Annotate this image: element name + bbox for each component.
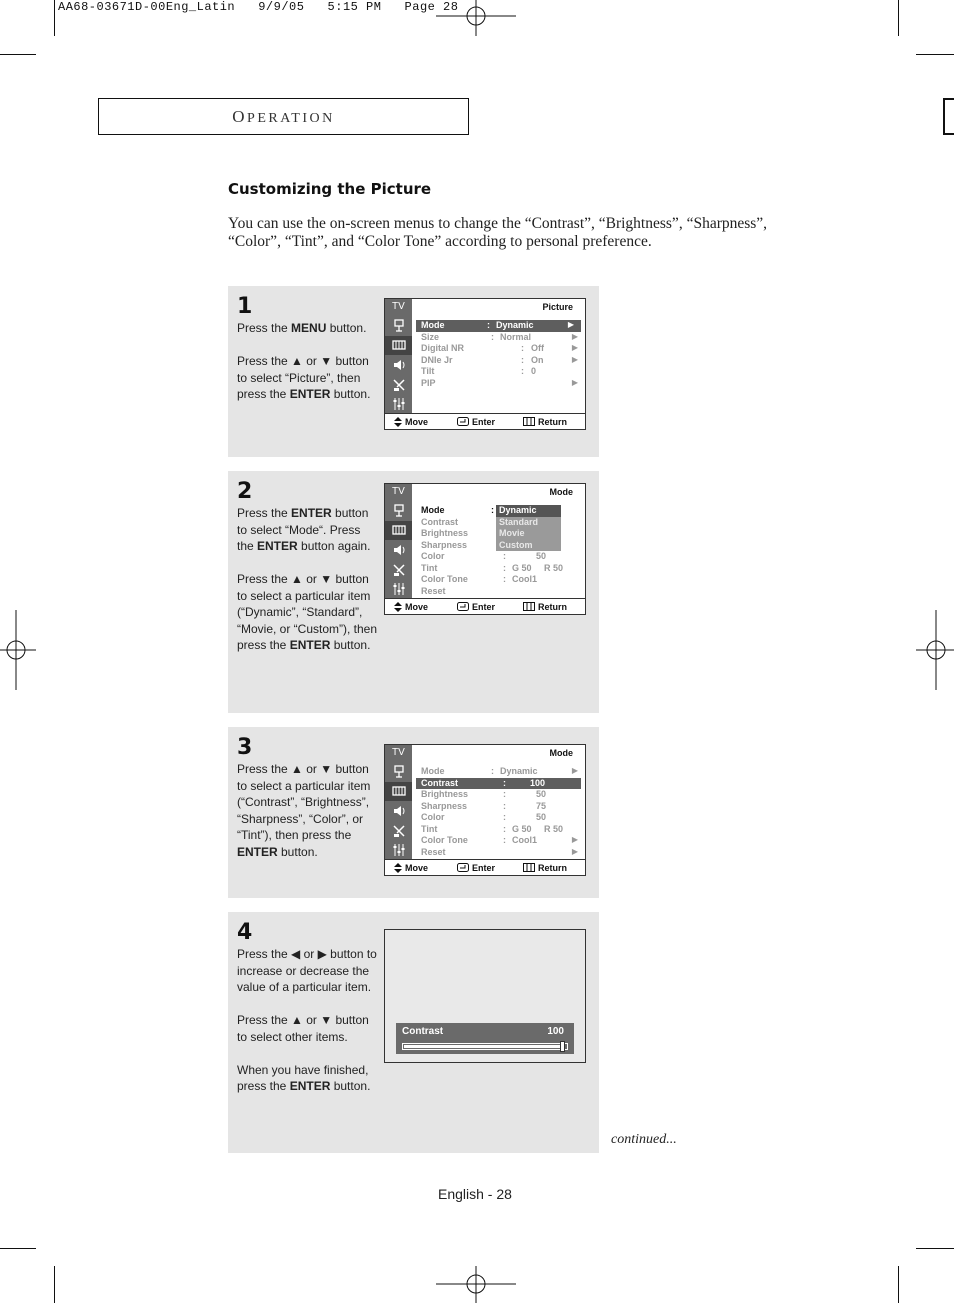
- enter-icon: [457, 602, 469, 611]
- setup-icon: [385, 840, 412, 860]
- page-heading: Customizing the Picture: [228, 180, 432, 198]
- registration-mark-icon: [916, 610, 954, 690]
- arrow-right-icon: ▶: [571, 343, 578, 352]
- setup-icon: [385, 579, 412, 599]
- menu-item-pip[interactable]: PIP ▶: [421, 377, 578, 388]
- instruction-paragraph: Press the ENTER button to select “Mode“. Press the ENTER button again.: [237, 506, 371, 553]
- registration-mark-icon: [436, 1266, 516, 1303]
- osd-menu-list: [412, 762, 585, 859]
- arrow-right-icon: ▶: [571, 766, 578, 775]
- arrow-right-icon: ▶: [571, 331, 578, 341]
- crop-mark: [54, 1266, 55, 1303]
- osd-tv-label: TV: [385, 745, 412, 762]
- osd-menu-mode: [384, 483, 586, 615]
- section-header: [98, 98, 469, 135]
- section-title-initial: O: [232, 106, 248, 126]
- menu-item-color[interactable]: Color : 50: [421, 551, 547, 561]
- return-icon: [523, 602, 535, 611]
- crop-mark: [0, 1248, 36, 1249]
- osd-sidebar: [385, 762, 412, 859]
- setup-icon: [385, 394, 412, 414]
- osd-footer: Move Enter Return: [385, 414, 585, 429]
- step-1-panel: [228, 286, 599, 457]
- menu-item-brightness[interactable]: Brightness : 50: [421, 789, 547, 799]
- osd-title: Mode: [549, 487, 573, 497]
- sound-icon: [385, 540, 412, 560]
- step-3-panel: [228, 727, 599, 898]
- crop-mark: [916, 1248, 954, 1249]
- step-instructions: [237, 761, 379, 877]
- section-title: [232, 107, 334, 127]
- instruction-paragraph: Press the ▲ or ▼ button to select other items.: [237, 1013, 369, 1044]
- menu-item-dnie-jr[interactable]: DNIe Jr : On ▶: [421, 354, 578, 365]
- instruction-paragraph: Press the MENU button.: [237, 321, 367, 335]
- channel-icon: [385, 560, 412, 580]
- crop-mark: [0, 54, 36, 55]
- arrow-right-icon: ▶: [571, 846, 578, 856]
- mode-dropdown[interactable]: [496, 505, 561, 551]
- osd-tv-label: TV: [385, 299, 412, 316]
- enter-icon: [457, 417, 469, 426]
- arrow-right-icon: ▶: [571, 835, 578, 844]
- slider-label: Contrast: [402, 1026, 444, 1037]
- input-icon: [385, 762, 412, 782]
- menu-item-mode[interactable]: Mode : Dynamic ▶: [421, 766, 578, 776]
- registration-mark-icon: [0, 610, 36, 690]
- intro-paragraph: You can use the on-screen menus to change the “Contrast”, “Brightness”, “Sharpness”, “Color”, “Tint”, and “Color Tone” according to personal preference.: [228, 215, 768, 250]
- continued-note: continued...: [611, 1132, 677, 1147]
- arrow-right-icon: ▶: [571, 377, 578, 387]
- menu-item-contrast[interactable]: Contrast: [421, 516, 459, 527]
- channel-icon: [385, 375, 412, 395]
- osd-footer: Move Enter Return: [385, 860, 585, 875]
- crop-mark: [54, 0, 55, 36]
- menu-item-color[interactable]: Color : 50: [421, 812, 547, 822]
- input-icon: [385, 316, 412, 336]
- menu-item-digital-nr[interactable]: Digital NR : Off ▶: [421, 343, 578, 353]
- menu-item-brightness[interactable]: Brightness: [421, 528, 469, 538]
- instruction-paragraph: Press the ▲ or ▼ button to select “Picture”, then press the ENTER button.: [237, 354, 371, 401]
- osd-menu-list: [412, 316, 585, 413]
- osd-footer: Move Enter Return: [385, 599, 585, 614]
- dropdown-option[interactable]: Custom: [499, 539, 533, 550]
- tv-screen-preview: [384, 929, 586, 1063]
- contrast-slider-panel: [396, 1023, 574, 1054]
- osd-sidebar: [385, 316, 412, 413]
- menu-item-reset[interactable]: Reset ▶: [421, 846, 578, 857]
- osd-menu-mode-detail: [384, 744, 586, 876]
- return-icon: [523, 417, 535, 426]
- dropdown-option[interactable]: Dynamic: [496, 505, 561, 517]
- menu-item-color-tone[interactable]: Color Tone : Cool1: [421, 574, 538, 584]
- osd-menu-picture: [384, 298, 586, 430]
- move-icon: [394, 417, 402, 427]
- page-number: English - 28: [438, 1186, 512, 1202]
- dropdown-option[interactable]: Movie: [499, 528, 525, 538]
- print-slug: AA68-03671D-00Eng_Latin 9/9/05 5:15 PM Page 28: [58, 0, 459, 14]
- menu-item-mode[interactable]: Mode :: [421, 505, 494, 515]
- picture-icon: [385, 521, 412, 541]
- instruction-paragraph: Press the ▲ or ▼ button to select a particular item (“Dynamic”, “Standard”, “Movie, or “Custom”), then press the ENTER button.: [237, 572, 378, 652]
- osd-title: Mode: [549, 748, 573, 758]
- step-2-panel: [228, 471, 599, 713]
- osd-sidebar: [385, 501, 412, 598]
- sound-icon: [385, 801, 412, 821]
- crop-mark: [898, 1266, 899, 1303]
- picture-icon: [385, 336, 412, 356]
- menu-item-mode[interactable]: Mode : Dynamic ▶: [416, 320, 581, 332]
- instruction-paragraph: Press the ◀ or ▶ button to increase or decrease the value of a particular item.: [237, 947, 377, 994]
- channel-icon: [385, 821, 412, 841]
- arrow-right-icon: ▶: [571, 354, 578, 364]
- menu-item-tint[interactable]: Tint : G 50 R 50: [421, 562, 564, 573]
- menu-item-reset[interactable]: Reset: [421, 585, 446, 596]
- picture-icon: [385, 782, 412, 802]
- step-number: 1: [237, 294, 253, 319]
- menu-item-tilt[interactable]: Tilt : 0: [421, 366, 537, 376]
- osd-tv-label: TV: [385, 484, 412, 501]
- crop-mark: [898, 0, 899, 36]
- menu-item-contrast[interactable]: Contrast : 100: [416, 778, 581, 790]
- slider-value: 100: [547, 1026, 564, 1037]
- step-number: 2: [237, 479, 253, 504]
- menu-item-size[interactable]: Size : Normal ▶: [421, 331, 578, 342]
- input-icon: [385, 501, 412, 521]
- step-instructions: [237, 505, 379, 670]
- crop-mark: [916, 54, 954, 55]
- instruction-paragraph: When you have finished, press the ENTER button.: [237, 1062, 371, 1093]
- move-icon: [394, 602, 402, 612]
- menu-item-sharpness[interactable]: Sharpness: [421, 539, 468, 550]
- registration-mark-icon: [436, 0, 516, 36]
- slider-track[interactable]: [402, 1043, 568, 1050]
- move-icon: [394, 863, 402, 873]
- osd-menu-list: [412, 501, 585, 598]
- edge-tab-marker: [943, 98, 954, 135]
- return-icon: [523, 863, 535, 872]
- step-number: 4: [237, 920, 253, 945]
- section-title-rest: PERATION: [247, 110, 335, 126]
- step-instructions: [237, 320, 379, 419]
- arrow-right-icon: ▶: [567, 320, 574, 329]
- instruction-paragraph: Press the ▲ or ▼ button to select a particular item (“Contrast”, “Brightness”, “Sharpness”, “Color”, or “Tint”), then press the ENTER button.: [237, 762, 371, 859]
- step-instructions: [237, 946, 379, 1111]
- osd-title: Picture: [542, 302, 573, 312]
- slider-fill: [404, 1045, 562, 1048]
- step-number: 3: [237, 735, 253, 760]
- sound-icon: [385, 355, 412, 375]
- menu-item-tint[interactable]: Tint : G 50 R 50: [421, 823, 564, 834]
- dropdown-option[interactable]: Standard: [499, 516, 539, 527]
- step-4-panel: [228, 912, 599, 1153]
- menu-item-color-tone[interactable]: Color Tone : Cool1 ▶: [421, 835, 578, 845]
- slider-handle[interactable]: [560, 1041, 565, 1052]
- menu-item-sharpness[interactable]: Sharpness : 75: [421, 800, 547, 811]
- enter-icon: [457, 863, 469, 872]
